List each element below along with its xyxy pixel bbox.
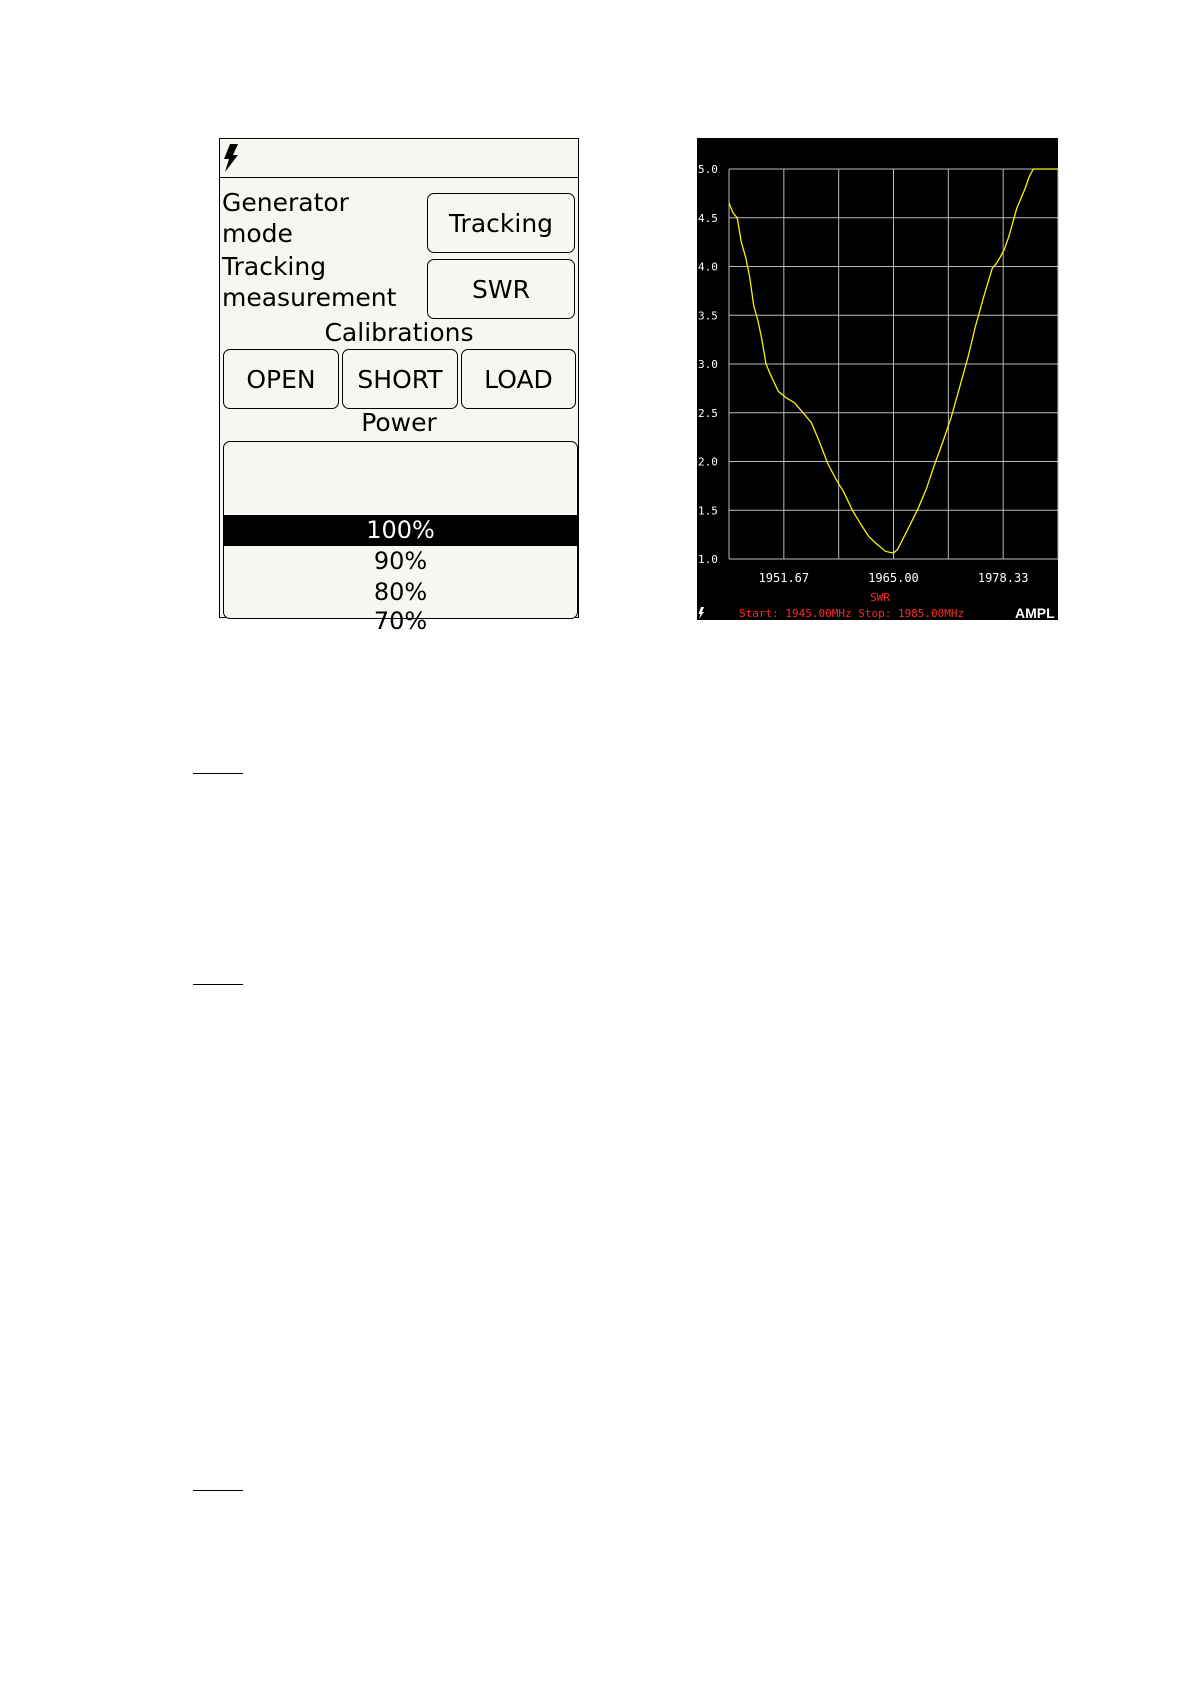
power-option[interactable]: 90% — [373, 547, 428, 575]
x-tick-label: 1965.00 — [868, 571, 919, 585]
lightning-bolt-icon — [699, 607, 705, 619]
chart-grid — [729, 169, 1058, 559]
power-option[interactable]: 80% — [373, 578, 428, 606]
power-option[interactable]: 70% — [373, 607, 428, 635]
power-option-selected[interactable]: 100% — [224, 515, 577, 546]
tracking-measurement-value: SWR — [472, 274, 530, 304]
power-option-list[interactable] — [223, 441, 578, 635]
tracking-measurement-label-line2: measurement — [222, 283, 397, 312]
x-tick-labels — [759, 571, 1029, 585]
tracking-measurement-label-line1: Tracking — [222, 252, 327, 281]
generator-mode-label-line1: Generator — [222, 188, 349, 217]
generator-mode-button[interactable] — [427, 193, 575, 253]
swr-chart — [697, 138, 1058, 620]
y-tick-label: 4.5 — [698, 211, 718, 225]
generator-settings-screen — [219, 138, 579, 635]
status-bar — [220, 139, 578, 178]
tracking-measurement-label — [222, 251, 396, 313]
generator-mode-value: Tracking — [448, 208, 554, 238]
y-tick-label: 5.0 — [698, 163, 718, 176]
x-tick-label: 1951.67 — [758, 571, 810, 585]
start-stop-label: Start: 1945.00MHz Stop: 1985.00MHz — [739, 607, 965, 620]
power-title: Power — [361, 408, 437, 437]
y-tick-label: 2.0 — [698, 455, 718, 469]
page-rule — [193, 984, 243, 985]
y-tick-label: 1.5 — [698, 504, 718, 518]
lightning-bolt-icon — [223, 144, 239, 172]
y-tick-label: 2.5 — [698, 406, 718, 420]
ampl-mode-label: AMPL — [1015, 605, 1055, 621]
page-rule — [193, 773, 243, 774]
calibration-open-button[interactable] — [223, 349, 339, 409]
generator-mode-label-line2: mode — [222, 219, 293, 248]
calibrations-title: Calibrations — [324, 318, 474, 347]
page-rule — [193, 1490, 243, 1491]
swr-chart-screen — [697, 138, 1058, 620]
tracking-measurement-button[interactable] — [427, 259, 575, 319]
y-tick-label: 4.0 — [698, 260, 718, 274]
calibration-short-label: SHORT — [357, 364, 443, 394]
calibration-open-label: OPEN — [246, 364, 316, 394]
calibration-short-button[interactable] — [342, 349, 458, 409]
x-tick-label: 1978.33 — [977, 571, 1029, 585]
y-tick-label: 3.5 — [698, 309, 718, 323]
generator-mode-label — [222, 187, 349, 249]
calibration-load-button[interactable] — [461, 349, 576, 409]
y-tick-labels — [698, 163, 718, 566]
calibration-load-label: LOAD — [484, 364, 553, 394]
y-tick-label: 1.0 — [698, 553, 718, 566]
measurement-label: SWR — [870, 591, 890, 604]
y-tick-label: 3.0 — [698, 358, 718, 371]
